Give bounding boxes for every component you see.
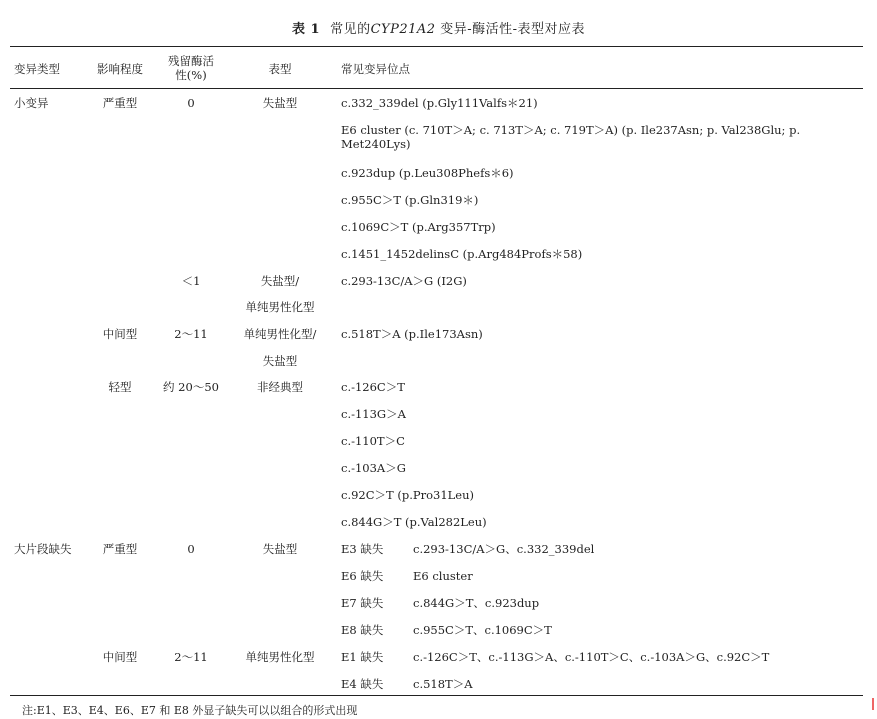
cell-site: c.518T＞A (p.Ile173Asn)	[341, 327, 483, 341]
header-phenotype: 表型	[268, 62, 292, 76]
cell-site: c.844G＞T (p.Val282Leu)	[341, 515, 487, 529]
top-rule	[10, 46, 863, 47]
cell-deletion: E1 缺失	[341, 650, 384, 664]
cell-site: c.332_339del (p.Gly111Valfs＊21)	[341, 96, 538, 110]
cell-activity: 2～11	[174, 650, 208, 664]
cell-site: c.1451_1452delinsC (p.Arg484Profs＊58)	[341, 247, 583, 261]
cell-site: E6 cluster (c. 710T＞A; c. 713T＞A; c. 719T＞A) (p. Ile237Asn; p. Val238Glu; p. Met240Lys)	[341, 123, 801, 151]
cell-site: c.955C＞T (p.Gln319＊)	[341, 193, 479, 207]
cell-severity: 严重型	[102, 542, 138, 556]
cell-phenotype: 失盐型	[262, 542, 298, 556]
cell-phenotype: 失盐型	[262, 96, 298, 110]
header-variant-sites: 常见变异位点	[341, 62, 410, 76]
title-gene: CYP21A2	[370, 22, 436, 37]
cell-activity: 0	[187, 542, 195, 556]
cell-severity: 轻型	[108, 380, 132, 394]
cell-site: c.92C＞T (p.Pro31Leu)	[341, 488, 474, 502]
header-rule	[10, 88, 863, 89]
cell-site: c.-126C＞T	[341, 380, 405, 394]
cell-phenotype: 单纯男性化型	[245, 650, 315, 664]
cell-phenotype-cont: 单纯男性化型	[245, 300, 315, 314]
cell-variants: c.844G＞T、c.923dup	[413, 596, 540, 610]
cell-phenotype-cont: 失盐型	[262, 354, 298, 368]
cell-variants: c.955C＞T、c.1069C＞T	[413, 623, 552, 637]
header-residual-activity: 残留酶活性(%)	[168, 54, 214, 82]
cell-variants: c.293-13C/A＞G、c.332_339del	[413, 542, 595, 556]
cell-activity: 0	[187, 96, 195, 110]
cell-type-small-variant: 小变异	[14, 96, 49, 110]
table-footnote: 注:E1、E3、E4、E6、E7 和 E8 外显子缺失可以以组合的形式出现	[22, 704, 358, 717]
cell-activity: 约 20～50	[163, 380, 219, 394]
cell-variants: c.-126C＞T、c.-113G＞A、c.-110T＞C、c.-103A＞G、c.92C＞T	[413, 650, 770, 664]
header-variant-type: 变异类型	[14, 62, 60, 76]
header-severity: 影响程度	[97, 62, 143, 76]
title-suffix: 变异-酶活性-表型对应表	[435, 22, 585, 37]
cell-severity: 严重型	[102, 96, 138, 110]
cell-site: c.-110T＞C	[341, 434, 405, 448]
cell-site: c.293-13C/A＞G (I2G)	[341, 274, 467, 288]
cell-phenotype: 单纯男性化型/	[243, 327, 317, 341]
cell-variants: c.518T＞A	[413, 677, 473, 691]
cell-deletion: E4 缺失	[341, 677, 384, 691]
cell-phenotype: 非经典型	[257, 380, 303, 394]
cell-severity: 中间型	[102, 650, 138, 664]
cell-site: c.-113G＞A	[341, 407, 406, 421]
title-prefix: 常见的	[330, 22, 371, 37]
cell-deletion: E6 缺失	[341, 569, 384, 583]
cell-variants: E6 cluster	[413, 569, 473, 583]
table-label: 表 1	[292, 22, 321, 37]
cell-site: c.923dup (p.Leu308Phefs＊6)	[341, 166, 514, 180]
cell-deletion: E8 缺失	[341, 623, 384, 637]
table-title	[0, 18, 877, 37]
cell-activity: ＜1	[181, 274, 201, 288]
bottom-rule	[10, 695, 863, 696]
cell-deletion: E3 缺失	[341, 542, 384, 556]
cell-type-large-deletion: 大片段缺失	[14, 542, 72, 556]
cell-severity: 中间型	[102, 327, 138, 341]
cell-deletion: E7 缺失	[341, 596, 384, 610]
margin-mark	[872, 698, 874, 710]
cell-site: c.1069C＞T (p.Arg357Trp)	[341, 220, 496, 234]
cell-site: c.-103A＞G	[341, 461, 406, 475]
cell-phenotype: 失盐型/	[260, 274, 300, 288]
cell-activity: 2～11	[174, 327, 208, 341]
